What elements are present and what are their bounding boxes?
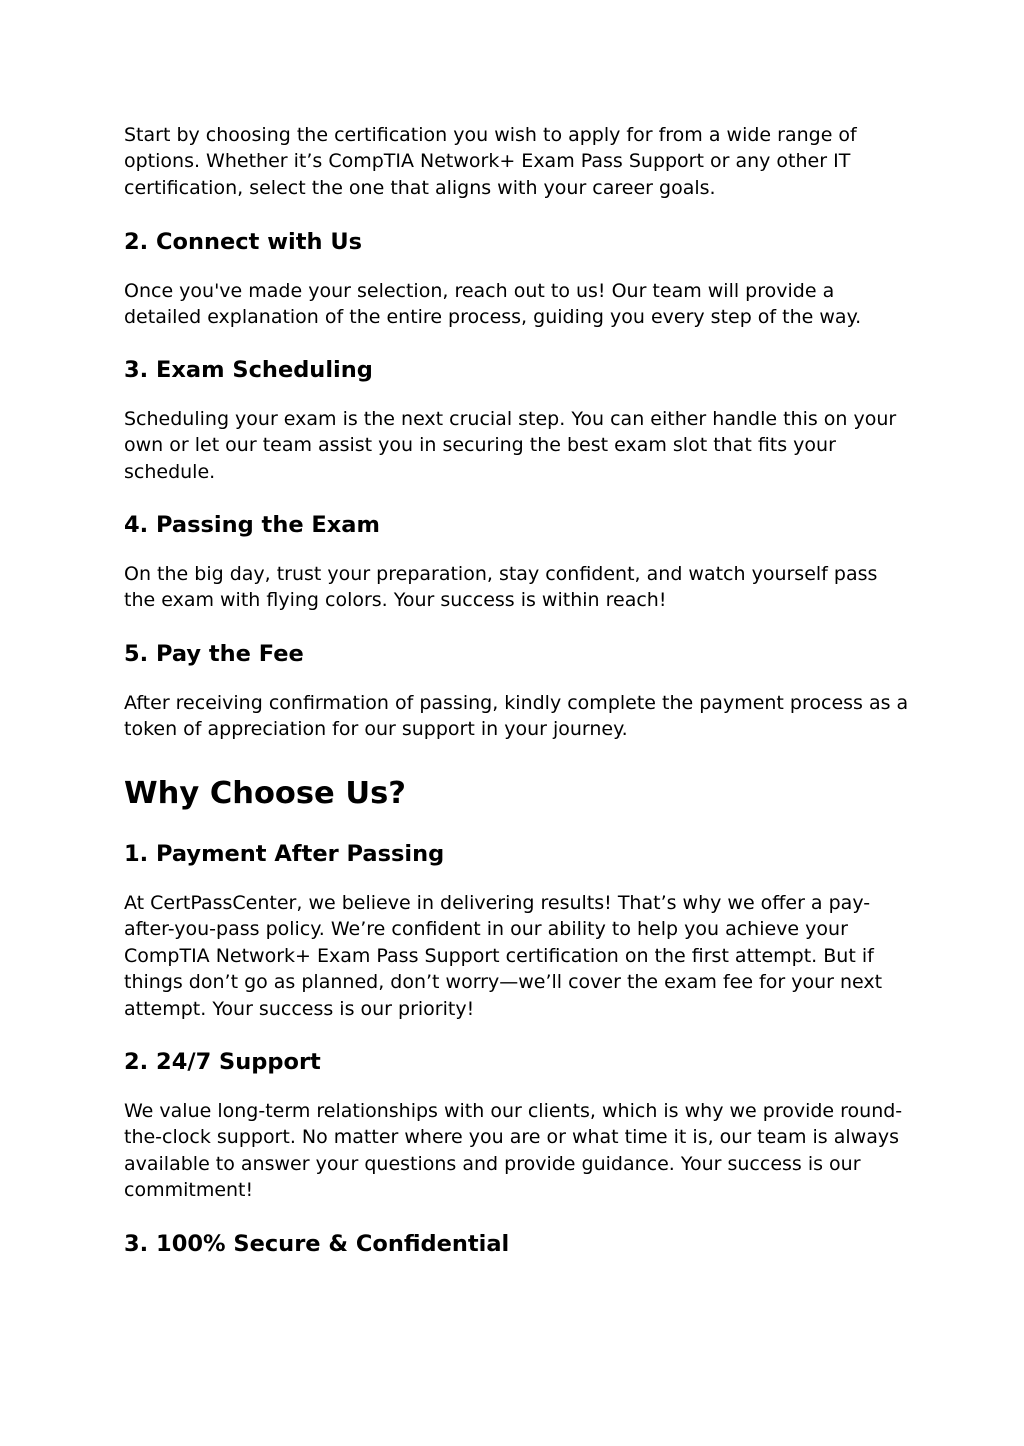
step-passing-text: On the big day, trust your preparation, stay confident, and watch yourself pass the exam with flying colors. Your success is within reach! — [124, 563, 878, 612]
intro-paragraph: Start by choosing the certification you wish to apply for from a wide range of options. Whether it’s CompTIA Network+ Exam Pass Support or any other IT certification, select the one that aligns with your career goals. — [124, 124, 857, 199]
why-support-text: We value long-term relationships with our clients, which is why we provide round-the-clock support. No matter where you are or what time it is, our team is always available to answer your questions and provide guidance. Your success is our commitment! — [124, 1100, 903, 1202]
step-connect-heading: 2. Connect with Us — [124, 229, 362, 255]
step-connect-text: Once you've made your selection, reach out to us! Our team will provide a detailed explanation of the entire process, guiding you every step of the way. — [124, 280, 862, 329]
step-scheduling-text: Scheduling your exam is the next crucial step. You can either handle this on your own or let our team assist you in securing the best exam slot that fits your schedule. — [124, 408, 897, 483]
why-secure-heading: 3. 100% Secure & Confidential — [124, 1231, 510, 1257]
why-payment-heading: 1. Payment After Passing — [124, 841, 445, 867]
step-scheduling-heading: 3. Exam Scheduling — [124, 357, 373, 383]
why-choose-title: Why Choose Us? — [124, 776, 406, 811]
why-support-heading: 2. 24/7 Support — [124, 1049, 321, 1075]
step-fee-heading: 5. Pay the Fee — [124, 641, 304, 667]
step-fee-text: After receiving confirmation of passing, kindly complete the payment process as a token of appreciation for our support in your journey. — [124, 692, 909, 741]
step-passing-heading: 4. Passing the Exam — [124, 512, 380, 538]
why-payment-text: At CertPassCenter, we believe in delivering results! That’s why we offer a pay-after-you-pass policy. We’re confident in our ability to help you achieve your CompTIA Network+ Exam Pass Support certification on the first attempt. But if things don’t go as planned, don’t worry—we’ll cover the exam fee for your next attempt. Your success is our priority! — [124, 892, 883, 1020]
